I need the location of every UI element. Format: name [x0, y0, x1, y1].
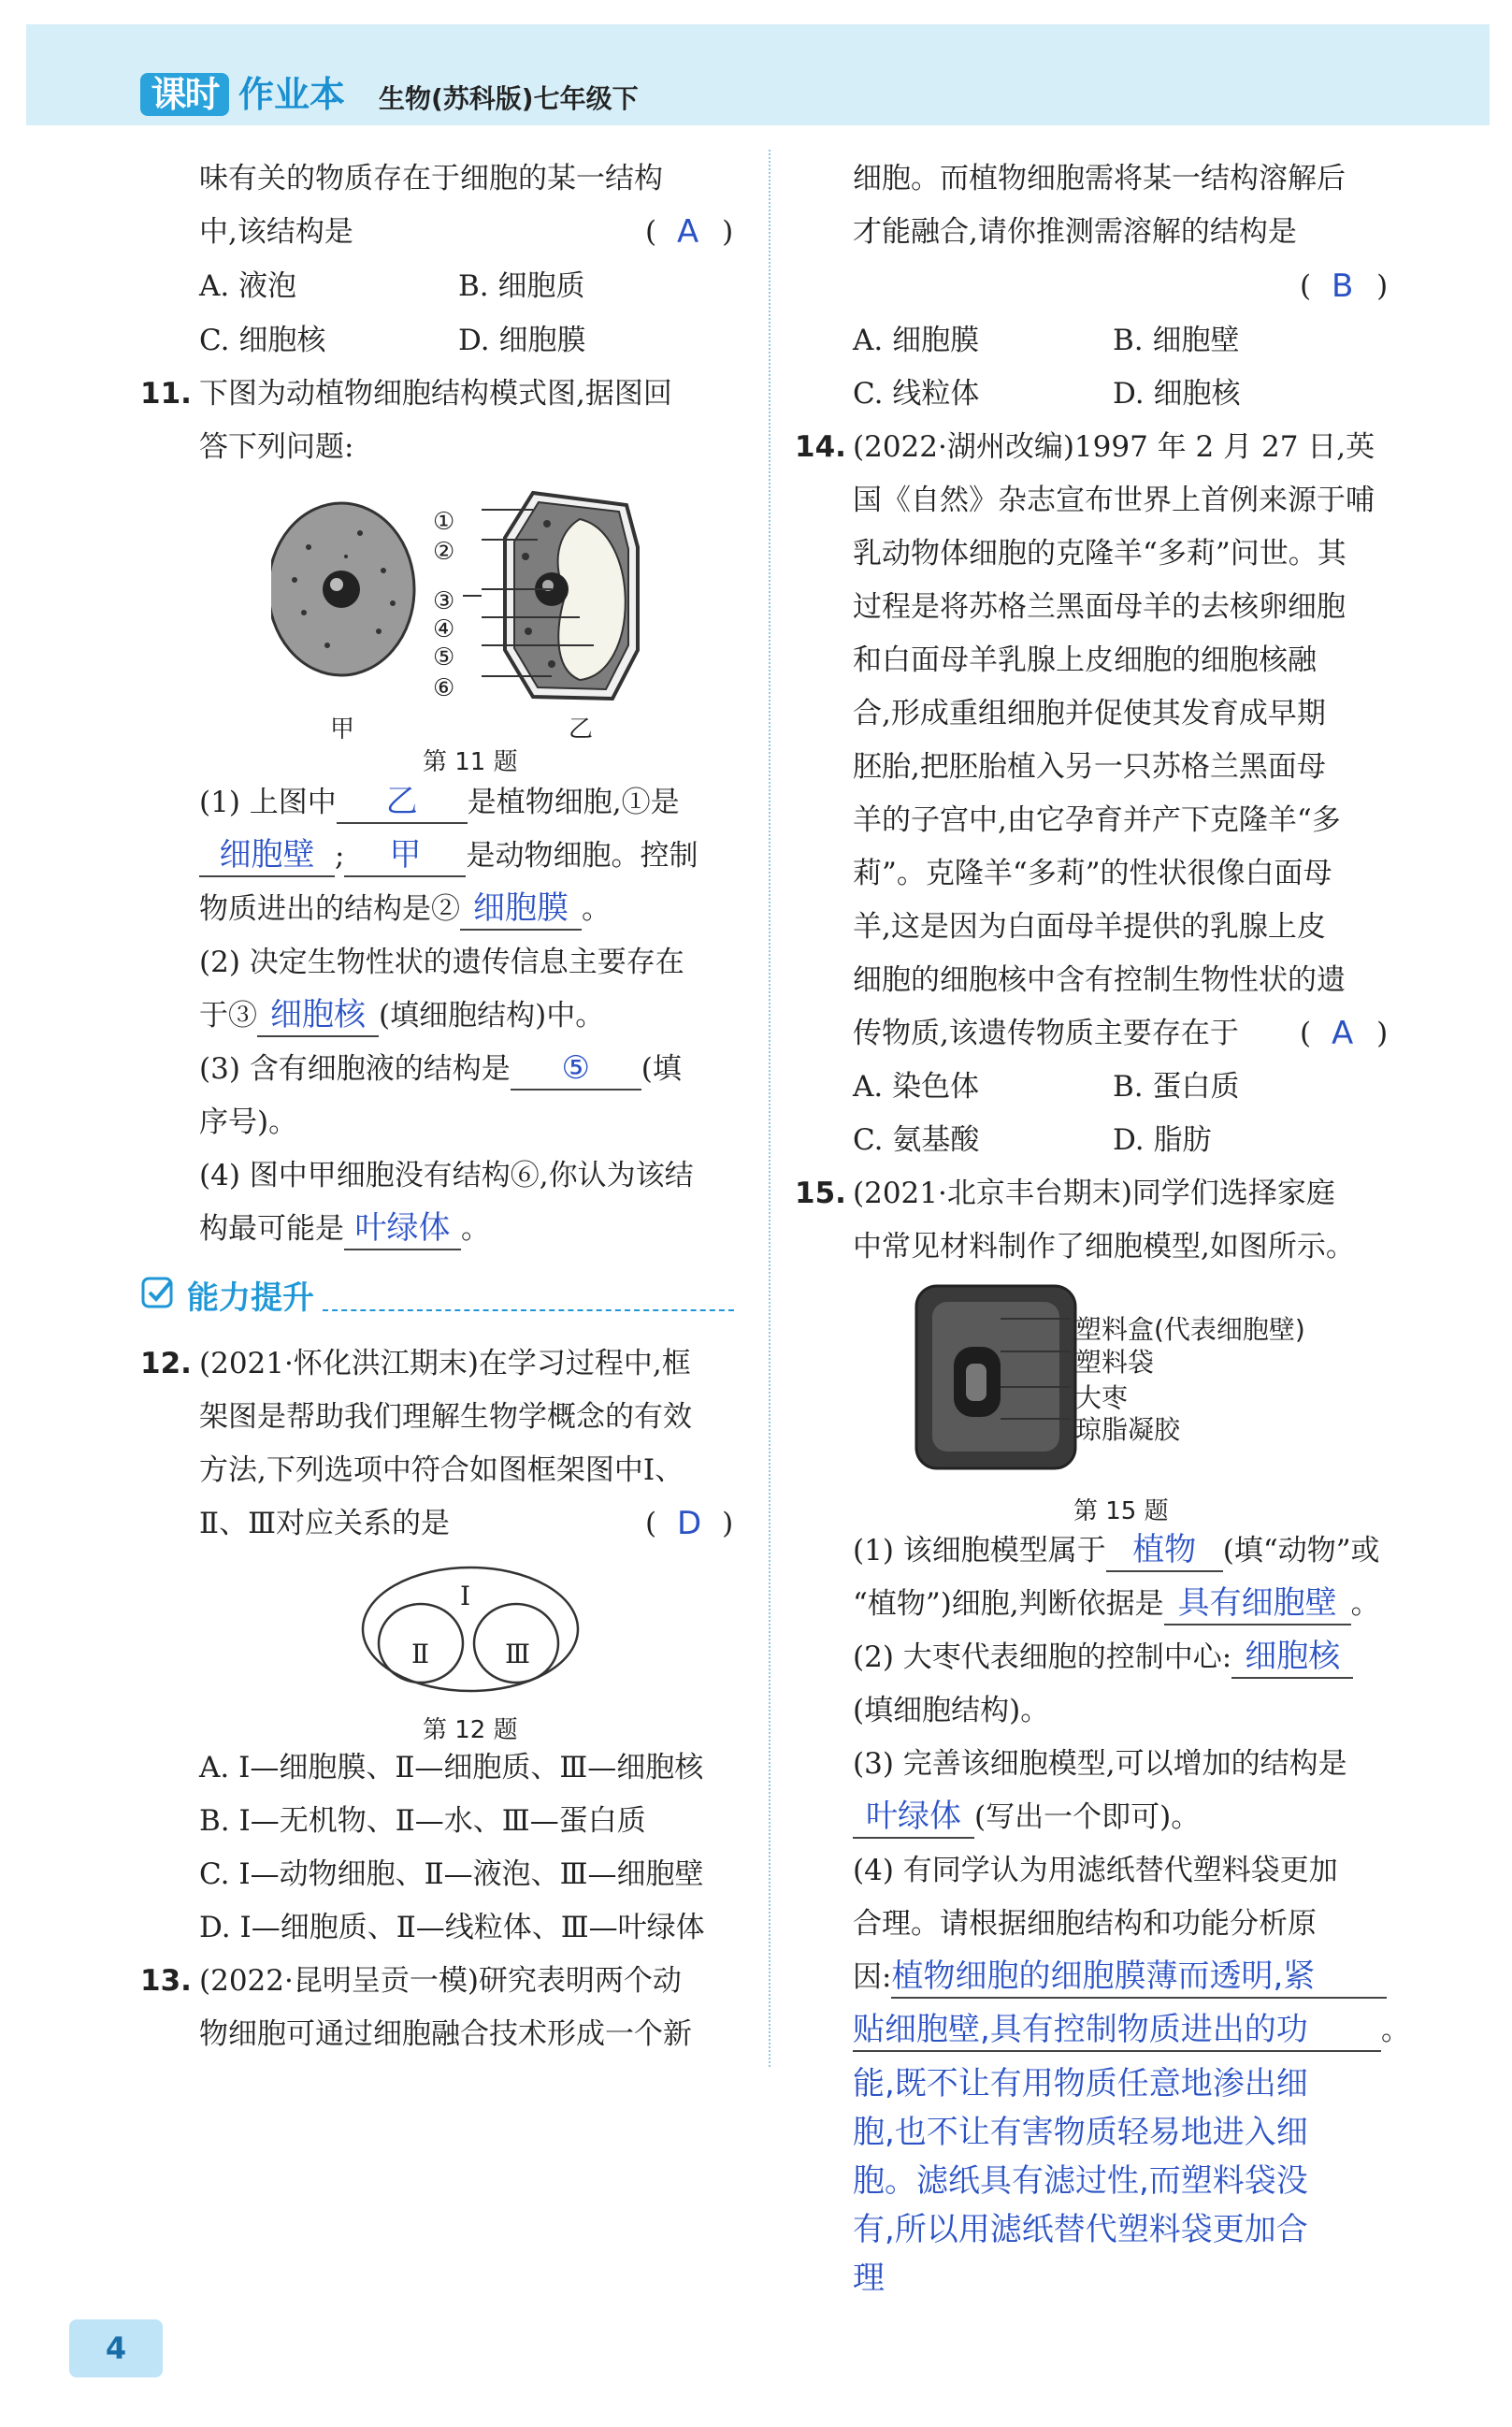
q15-part4-reason2: 贴细胞壁,具有控制物质进出的功 。 — [853, 2004, 1410, 2058]
checkmark-icon — [140, 1274, 178, 1311]
q14-line3: 乳动物体细胞的克隆羊“多莉”问世。其 — [853, 537, 1346, 571]
q15-part2-cont: (填细胞结构)。 — [853, 1694, 1050, 1727]
q10-line1: 味有关的物质存在于细胞的某一结构 — [199, 162, 663, 195]
q15-answer-chloroplast: 叶绿体 — [866, 1798, 961, 1835]
q11-line2: 答下列问题: — [199, 430, 354, 464]
fig11-animal-label: 甲 — [330, 715, 355, 744]
q11-part1-cont: 细胞壁 ; 甲 是动物细胞。控制 — [199, 830, 698, 883]
q13-line3: 细胞。而植物细胞需将某一结构溶解后 — [853, 162, 1346, 195]
page-number: 4 — [69, 2319, 163, 2377]
q15-part3-cont: 叶绿体 (写出一个即可)。 — [853, 1791, 1200, 1844]
q11-answer-cellwall: 细胞壁 — [219, 836, 315, 874]
q12-line1: (2021·怀化洪江期末)在学习过程中,框 — [199, 1347, 691, 1380]
q15-answer-line6: 有,所以用滤纸替代塑料袋更加合 — [853, 2211, 1308, 2248]
q14-option-d: D. 脂肪 — [1113, 1123, 1212, 1157]
column-divider — [769, 150, 772, 2067]
cell-structure-figure — [271, 482, 673, 739]
q14-line8: 羊的子宫中,由它孕育并产下克隆羊“多 — [853, 803, 1341, 837]
q11-answer-chloroplast: 叶绿体 — [354, 1209, 451, 1247]
fig11-label-6: ⑥ — [433, 674, 455, 702]
series-logo: 课时 — [140, 73, 229, 116]
fig11-label-4: ④ — [433, 615, 455, 643]
q15-answer-plant: 植物 — [1132, 1531, 1197, 1568]
q14-line6: 合,形成重组细胞并促使其发育成早期 — [853, 697, 1326, 730]
q13-answer: B — [1332, 267, 1354, 305]
q10-line2: 中,该结构是 — [199, 215, 353, 249]
q15-answer-line3: 能,既不让有用物质任意地渗出细 — [853, 2065, 1308, 2102]
q14-line5: 和白面母羊乳腺上皮细胞的细胞核融 — [853, 643, 1317, 677]
q15-part1-cont: “植物”)细胞,判断依据是 具有细胞壁 。 — [853, 1578, 1380, 1631]
q14-option-c: C. 氨基酸 — [853, 1123, 980, 1157]
q11-line1: 下图为动植物细胞结构模式图,据图回 — [199, 377, 672, 411]
q13-line2: 物细胞可通过细胞融合技术形成一个新 — [199, 2017, 692, 2051]
q14-line7: 胚胎,把胚胎植入另一只苏格兰黑面母 — [853, 750, 1326, 784]
q10-paren: ( ) — [645, 215, 734, 249]
q11-number: 11. — [140, 377, 192, 411]
q13-option-d: D. 细胞核 — [1113, 377, 1241, 411]
fig11-caption: 第 11 题 — [423, 748, 518, 776]
q15-part4-cont: 合理。请根据细胞结构和功能分析原 — [853, 1907, 1317, 1941]
venn-label-I: Ⅰ — [460, 1581, 471, 1611]
q15-answer-line7: 理 — [853, 2260, 885, 2297]
q15-answer-line5: 胞。滤纸具有滤过性,而塑料袋没 — [853, 2162, 1308, 2200]
q11-part3-cont: 序号)。 — [199, 1105, 298, 1139]
q13-option-a: A. 细胞膜 — [853, 324, 980, 357]
q13-option-b: B. 细胞壁 — [1113, 324, 1240, 357]
q11-part4: (4) 图中甲细胞没有结构⑥,你认为该结 — [199, 1159, 694, 1192]
fig11-label-3: ③ — [433, 587, 455, 615]
q13-option-c: C. 线粒体 — [853, 377, 980, 411]
q11-part2-cont: 于③ 细胞核 (填细胞结构)中。 — [199, 990, 604, 1043]
q15-answer-nucleus: 细胞核 — [1245, 1638, 1341, 1675]
q10-option-c: C. 细胞核 — [199, 324, 326, 357]
fig15-label-date: 大枣 — [1075, 1382, 1129, 1413]
q13-number: 13. — [140, 1964, 192, 1998]
fig15-label-bag: 塑料袋 — [1075, 1347, 1155, 1378]
venn-figure — [360, 1564, 584, 1695]
q15-answer-line4: 胞,也不让有害物质轻易地进入细 — [853, 2114, 1308, 2151]
q15-answer-line1: 植物细胞的细胞膜薄而透明,紧 — [891, 1957, 1316, 1995]
q14-number: 14. — [795, 430, 846, 464]
q14-line4: 过程是将苏格兰黑面母羊的去核卵细胞 — [853, 590, 1346, 624]
fig11-label-1: ① — [433, 508, 455, 536]
q11-part1: (1) 上图中 乙 是植物细胞,①是 — [199, 776, 680, 830]
subject-title: 生物(苏科版)七年级下 — [379, 83, 639, 114]
fig11-label-2: ② — [433, 538, 455, 566]
q12-paren: ( ) — [645, 1507, 734, 1540]
series-name: 作业本 — [238, 74, 346, 115]
fig11-plant-label: 乙 — [569, 715, 594, 744]
q14-line9: 莉”。克隆羊“多莉”的性状很像白面母 — [853, 857, 1332, 890]
q15-line2: 中常见材料制作了细胞模型,如图所示。 — [853, 1230, 1355, 1264]
q12-line3: 方法,下列选项中符合如图框架图中Ⅰ、 — [199, 1453, 684, 1487]
q14-option-a: A. 染色体 — [853, 1070, 980, 1104]
fig15-label-box: 塑料盒(代表细胞壁) — [1075, 1314, 1305, 1345]
q10-option-d: D. 细胞膜 — [458, 324, 586, 357]
q15-answer-line2: 贴细胞壁,具有控制物质进出的功 — [853, 2011, 1308, 2048]
q14-line1: (2022·湖州改编)1997 年 2 月 27 日,英 — [853, 430, 1375, 464]
q14-line11: 细胞的细胞核中含有控制生物性状的遗 — [853, 963, 1346, 997]
q14-option-b: B. 蛋白质 — [1113, 1070, 1240, 1104]
q13-paren: ( ) — [1300, 269, 1389, 303]
venn-label-II: Ⅱ — [411, 1639, 430, 1669]
q12-line2: 架图是帮助我们理解生物学概念的有效 — [199, 1400, 692, 1434]
q14-line10: 羊,这是因为白面母羊提供的乳腺上皮 — [853, 910, 1326, 944]
q11-part4-cont: 构最可能是 叶绿体 。 — [199, 1203, 490, 1256]
q11-answer-membrane: 细胞膜 — [473, 889, 569, 927]
q14-line12: 传物质,该遗传物质主要存在于 — [853, 1017, 1239, 1050]
q15-answer-cellwall: 具有细胞壁 — [1177, 1584, 1337, 1622]
q15-line1: (2021·北京丰台期末)同学们选择家庭 — [853, 1177, 1335, 1210]
q15-part4: (4) 有同学认为用滤纸替代塑料袋更加 — [853, 1854, 1338, 1887]
q14-line2: 国《自然》杂志宣布世界上首例来源于哺 — [853, 484, 1375, 517]
q13-line1: (2022·昆明呈贡一模)研究表明两个动 — [199, 1964, 682, 1998]
venn-label-III: Ⅲ — [505, 1639, 531, 1669]
fig15-caption: 第 15 题 — [1073, 1497, 1169, 1525]
q15-part3: (3) 完善该细胞模型,可以增加的结构是 — [853, 1747, 1347, 1781]
q12-option-b: B. Ⅰ—无机物、Ⅱ—水、Ⅲ—蛋白质 — [199, 1804, 646, 1838]
q13-line4: 才能融合,请你推测需溶解的结构是 — [853, 215, 1297, 249]
fig11-label-5: ⑤ — [433, 643, 455, 672]
q12-option-c: C. Ⅰ—动物细胞、Ⅱ—液泡、Ⅲ—细胞壁 — [199, 1857, 704, 1891]
q12-answer: D — [677, 1505, 702, 1542]
q15-part4-reason: 因:植物细胞的细胞膜薄而透明,紧 — [853, 1951, 1387, 2004]
q15-number: 15. — [795, 1177, 846, 1210]
fig15-leader-lines — [1001, 1305, 1075, 1431]
q15-part2: (2) 大枣代表细胞的控制中心: 细胞核 — [853, 1631, 1353, 1684]
q11-part1-end: 物质进出的结构是② 细胞膜 。 — [199, 883, 611, 936]
q11-answer-nucleus: 细胞核 — [270, 996, 366, 1033]
fig12-caption: 第 12 题 — [423, 1716, 518, 1744]
q12-line4: Ⅱ、Ⅲ对应关系的是 — [199, 1507, 450, 1540]
q10-answer: A — [677, 213, 699, 251]
q11-part2: (2) 决定生物性状的遗传信息主要存在 — [199, 946, 684, 979]
q11-answer-animal: 甲 — [389, 836, 422, 874]
q15-part1: (1) 该细胞模型属于 植物 (填“动物”或 — [853, 1524, 1380, 1578]
section-rule — [323, 1309, 734, 1311]
q12-option-a: A. Ⅰ—细胞膜、Ⅱ—细胞质、Ⅲ—细胞核 — [199, 1751, 704, 1784]
q10-option-b: B. 细胞质 — [458, 269, 585, 303]
q12-number: 12. — [140, 1347, 192, 1380]
fig15-label-agar: 琼脂凝胶 — [1075, 1414, 1181, 1445]
section-title: 能力提升 — [187, 1279, 314, 1317]
q11-answer-vacuole: ⑤ — [561, 1049, 590, 1087]
q12-option-d: D. Ⅰ—细胞质、Ⅱ—线粒体、Ⅲ—叶绿体 — [199, 1911, 705, 1944]
q14-paren: ( ) — [1300, 1017, 1389, 1050]
q10-option-a: A. 液泡 — [199, 269, 297, 303]
q11-part3: (3) 含有细胞液的结构是 ⑤ (填 — [199, 1043, 682, 1096]
q14-answer: A — [1332, 1015, 1354, 1052]
q11-answer-plant: 乙 — [385, 783, 418, 820]
